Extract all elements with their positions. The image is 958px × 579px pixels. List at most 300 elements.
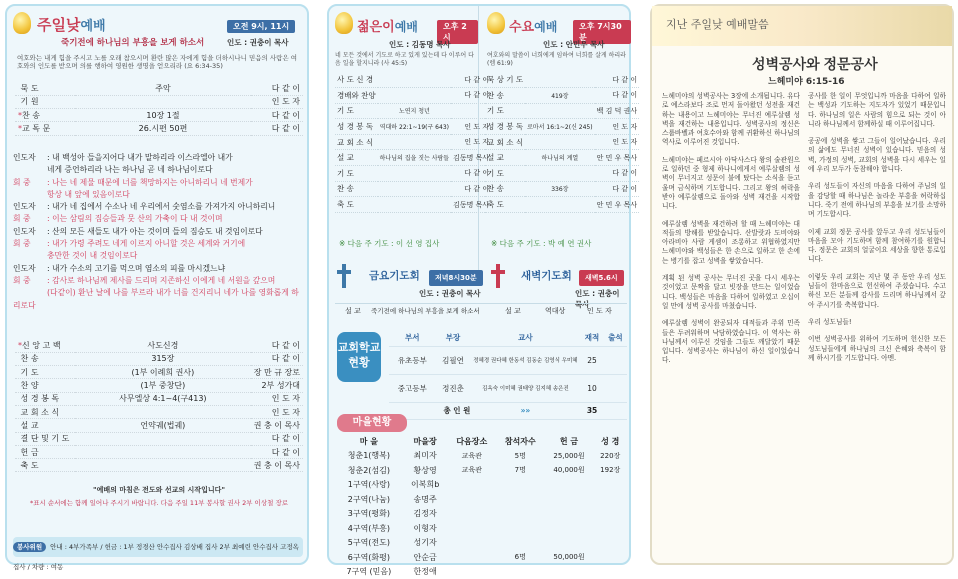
order-item: 헌 금 [15, 445, 75, 458]
friday-sermon: 죽기전에 하나님의 부흥을 보게 하소서 [371, 304, 480, 318]
village-cell [448, 478, 496, 493]
youth-note: ※ 다음 주 기도 : 이 선 영 집사 [339, 238, 439, 249]
order-item: 성 경 봉 독 [15, 392, 75, 405]
order-leader: 인 도 자 [595, 134, 640, 150]
village-row [335, 521, 627, 536]
reading-line: 인도자 : 내가 수소의 고기를 먹으며 염소의 피를 마시겠느냐 [13, 263, 303, 275]
order-row [335, 88, 491, 104]
order-leader: 다 같 이 [451, 88, 491, 104]
school-cell: 정혜경 권다혜 한동석 김동순 김영식 우미혜 [470, 346, 580, 374]
order-row [15, 109, 303, 122]
school-cell: 정진춘 [436, 374, 471, 402]
dawn-time: 새벽5.6시 [579, 270, 624, 286]
sermon-paragraph: 우리 성도들이 자신의 마음을 다하여 주님의 일을 감당할 때 하나님은 놀라운 부흥을 허락하십니다. 죽기 전에 하나님의 부흥을 보기를 소망하며 기도합시다. [808, 182, 946, 219]
order-content: 사도신경 [75, 339, 251, 352]
order-leader: 다 같 이 [251, 432, 303, 445]
order-row [15, 379, 303, 392]
order-leader: 다 같 이 [251, 339, 303, 352]
order-leader: 다 같 이 [251, 122, 303, 135]
village-cell: 4구역(부흥) [335, 521, 403, 536]
school-row [389, 346, 627, 374]
order-leader: 다 같 이 [595, 72, 640, 88]
village-cell [593, 478, 627, 493]
village-cell: 송명주 [403, 492, 448, 507]
order-leader: 다 같 이 [251, 445, 303, 458]
order-content [525, 197, 594, 213]
order-leader: 김동명 목사 [451, 150, 491, 166]
school-head [389, 329, 627, 346]
services-panel [327, 4, 631, 565]
reading-line: 네게 증언하리라 나는 하나님 곧 네 하나님이로다 [13, 164, 303, 176]
village-cell [448, 565, 496, 579]
order-leader: 장 만 규 장로 [251, 366, 303, 379]
sermon-reference: 느헤미야 6:15-16 [768, 74, 845, 87]
school-label: 교회학교 현황 [337, 332, 381, 382]
order-item: 찬 송 [485, 181, 525, 197]
order-leader: 인 도 자 [251, 95, 303, 108]
order-content: 노연지 청년 [378, 103, 451, 119]
friday-time: 저녁8시30분 [429, 270, 483, 286]
school-total: 35 [580, 402, 603, 419]
village-cell: 3구역(평화) [335, 507, 403, 522]
village-cell: 2구역(나눔) [335, 492, 403, 507]
school-head-cell: 교사 [470, 329, 580, 346]
order-row [15, 352, 303, 365]
order-leader: 다 같 이 [251, 82, 303, 95]
village-head-cell: 헌 금 [545, 434, 594, 449]
youth-preacher: 인도 : 김동명 목사 [389, 39, 451, 50]
order-content [378, 88, 451, 104]
order-content [525, 166, 594, 182]
order-row [335, 119, 491, 135]
prayer-meetings-row [335, 303, 627, 317]
order-row [485, 119, 639, 135]
order-leader: 다 같 이 [595, 88, 640, 104]
sermon-paragraph: 이렇듯 우리 교회는 지난 몇 주 동안 우리 성도님들이 한마음으로 헌신하여 주셨습니다. 수고하신 모든 분들께 감사를 드리며 하나님께서 갚아 주시기를 축복합니다. [808, 273, 946, 310]
school-cell: 김옥숙 이미혜 권태양 김지혜 송은진 [470, 374, 580, 402]
order-content [75, 445, 251, 458]
order-item: 묵 도 [15, 82, 75, 95]
reading-line: 인도자 : 내가 네 집에서 수소나 네 우리에서 숫염소를 가져가지 아니하리니 [13, 201, 303, 213]
school-table [389, 329, 627, 420]
sermon-paragraph: 이번 성벽공사를 위하여 기도하며 헌신한 모든 성도님들에게 하나님의 크신 은혜와 축복이 함께 하시기를 기도합니다. 아멘. [808, 335, 946, 363]
school-cell [604, 346, 627, 374]
service-committee [13, 537, 303, 557]
order-row [15, 405, 303, 418]
order-item: 교 회 소 식 [335, 134, 378, 150]
order-content [75, 459, 251, 472]
order-row [335, 181, 491, 197]
order-leader: 다 같 이 [595, 166, 640, 182]
sermon-header: 지난 주일낮 예배말씀 [666, 16, 769, 32]
sermon-paragraph: 계획 된 성벽 공사는 무너진 곳을 다시 세우는 것이었고 문짝을 달고 빗장을 만드는 일이었습니다. 백성들은 마음을 다하여 일하였고 오십이 일 만에 성벽 공사를 마쳤습니다. [662, 274, 800, 311]
village-cell [448, 550, 496, 565]
village-cell: 192장 [593, 463, 627, 478]
dawn-sermon-label: 설 교 [505, 304, 521, 318]
order-content [525, 72, 594, 88]
order-row [15, 122, 303, 135]
village-cell: 5구역(전도) [335, 536, 403, 551]
order-row [485, 166, 639, 182]
village-cell [496, 521, 544, 536]
village-cell [545, 507, 594, 522]
order-leader: 2부 성가대 [251, 379, 303, 392]
order-item: 찬 양 [15, 379, 75, 392]
village-cell: 220장 [593, 449, 627, 464]
order-item: 경배와 찬양 [335, 88, 378, 104]
order-row [335, 103, 491, 119]
order-item: 축 도 [485, 197, 525, 213]
village-cell [545, 478, 594, 493]
order-leader: 안 민 우 목사 [595, 197, 640, 213]
village-cell: 7명 [496, 463, 544, 478]
village-cell: 최미자 [403, 449, 448, 464]
order-row [15, 445, 303, 458]
order-item: 성 경 봉 독 [485, 119, 525, 135]
sermon-paragraph: 느헤미야는 페르시아 아닥사스다 왕의 술관원으로 일하던 중 형제 하나니에게서 예루살렘의 성벽이 무너지고 성문이 불에 탔다는 소식을 듣고 울며 금식하며 기도합니다. 그리고 왕의 허락을 받아 예루살렘으로 돌아와 성벽 재건을 시작합니다. [662, 156, 800, 212]
youth-title: 젊은이예배 [357, 16, 418, 35]
order-content: (1부 이례희 권사) [75, 366, 251, 379]
village-row [335, 507, 627, 522]
dawn-by: 인 도 자 [587, 304, 612, 318]
village-cell [545, 565, 594, 579]
order-row [485, 72, 639, 88]
order-leader: 다 같 이 [451, 181, 491, 197]
order-leader: 권 충 이 목사 [251, 459, 303, 472]
sunday-verse: 여호와는 내게 힘을 주시고 노를 오래 참으시며 환란 많은 자에게 힘을 더하시나니 믿음의 사람은 여호와의 인도를 받으며 의를 행하여 영원한 생명을 얻으리라 (요 6:34-35) [17, 54, 302, 70]
order-item: 찬 송 [15, 352, 75, 365]
sunday-subtitle: 죽기전에 하나님의 부흥을 보게 하소서 [61, 36, 204, 48]
village-cell [593, 507, 627, 522]
order-row [485, 103, 639, 119]
village-cell [448, 507, 496, 522]
school-cell: 중고등부 [389, 374, 436, 402]
order-row [485, 88, 639, 104]
village-cell: 6명 [496, 550, 544, 565]
school-cell: 10 [580, 374, 603, 402]
order-row [335, 72, 491, 88]
order-item: 축 도 [335, 197, 378, 213]
order-leader: 다 같 이 [451, 166, 491, 182]
village-cell: 한정애 [403, 565, 448, 579]
order-leader: 인 도 자 [595, 119, 640, 135]
youth-order-table [335, 72, 491, 213]
order-leader: 다 같 이 [595, 181, 640, 197]
sermon-paragraph: 공공에 성벽을 쌓고 그들이 일어났습니다. 우리의 삶에도 무너진 성벽이 있습니다. 믿음의 성벽, 가정의 성벽, 교회의 성벽을 다시 세우는 일에 우리 모두가 동참해야 합니다. [808, 137, 946, 174]
order-row [485, 134, 639, 150]
village-head [335, 434, 627, 449]
order-leader: 김동명 목사 [451, 197, 491, 213]
village-cell [448, 521, 496, 536]
village-head-cell: 마 을 [335, 434, 403, 449]
order-row [485, 181, 639, 197]
village-cell [496, 478, 544, 493]
order-content: (1부 중창단) [75, 379, 251, 392]
school-cell: 김필연 [436, 346, 471, 374]
school-cell: 25 [580, 346, 603, 374]
village-cell [496, 492, 544, 507]
school-head-cell: 재적 [580, 329, 603, 346]
reading-line: 회 중 : 감사로 하나님께 제사를 드리며 지존하신 이에게 네 서원을 갚으며 [13, 275, 303, 287]
village-cell: 김정자 [403, 507, 448, 522]
lamp-icon [13, 12, 31, 34]
order-item: 기 도 [485, 103, 525, 119]
motto: "예배의 마침은 전도와 선교의 시작입니다" [13, 485, 305, 495]
village-cell [496, 507, 544, 522]
sunday-preacher: 인도 : 권충이 목사 [227, 37, 289, 48]
standing-note: *표시 순서에는 함께 일어나 주시기 바랍니다. 다음 주일 11부 봉사할 권사 2부 이상철 장로 [13, 498, 305, 507]
order-item: 사 도 신 경 [335, 72, 378, 88]
dawn-preacher: 인도 : 권충이 목사 [575, 288, 629, 310]
order-leader: 다 같 이 [451, 72, 491, 88]
sunday-header [7, 6, 307, 50]
order-content [525, 103, 594, 119]
village-cell: 이복희b [403, 478, 448, 493]
friday-sermon-label: 설 교 [345, 304, 361, 318]
sermon-panel [650, 4, 954, 565]
youth-verse: 네 모든 것에서 기도로 하고 있게 있는데 다 이루어 다음 일을 할지니라 (사 45:5) [335, 52, 475, 68]
order-row [15, 432, 303, 445]
cross-icon [337, 264, 351, 288]
village-head-cell: 참석자수 [496, 434, 544, 449]
cross-icon [491, 264, 505, 288]
school-cell [604, 374, 627, 402]
village-row [335, 536, 627, 551]
reading-line: (다같이) 환난 날에 나를 부르라 내가 너를 건지리니 네가 나를 영화롭게 하리로다 [13, 287, 303, 312]
order-row [335, 150, 491, 166]
dawn-title: 새벽기도회 [521, 268, 572, 283]
village-cell [448, 536, 496, 551]
order-row [15, 366, 303, 379]
friday-title: 금요기도회 [369, 268, 420, 283]
order-item: 찬 송 [335, 181, 378, 197]
village-table [335, 434, 627, 579]
order-content [378, 134, 451, 150]
sermon-paragraph: 이제 교회 정문 공사를 앞두고 우리 성도님들이 마음을 모아 기도하며 함께 참여하기를 원합니다. 정문은 교회의 얼굴이요 세상을 향한 통로입니다. [808, 228, 946, 265]
school-cell: 유초등부 [389, 346, 436, 374]
village-cell [593, 565, 627, 579]
village-cell [496, 565, 544, 579]
village-cell [593, 536, 627, 551]
village-cell: 6구역(화평) [335, 550, 403, 565]
order-item: 교 회 소 식 [485, 134, 525, 150]
reading-line: 충만한 것이 내 것임이로다 [13, 250, 303, 262]
order-row [335, 197, 491, 213]
village-cell: 5명 [496, 449, 544, 464]
order-row [485, 150, 639, 166]
reading-line: 회 중 : 이는 삼림의 짐승들과 뭇 산의 가축이 다 내 것이며 [13, 213, 303, 225]
order-item: 기 도 [335, 103, 378, 119]
order-row [15, 419, 303, 432]
sermon-paragraph: 예루살렘 성벽이 완공되자 대적들과 주위 민족들은 두려워하며 낙담하였습니다. 이 역사는 하나님께서 이루신 것임을 그들도 깨달았기 때문입니다. 성벽공사는 하나님이 하신 일이었습니다. [662, 319, 800, 365]
order-row [15, 339, 303, 352]
village-cell: 교육관 [448, 463, 496, 478]
wednesday-order-table [485, 72, 639, 213]
reading-line: 회 중 : 내가 가령 주려도 네게 이르지 아니할 것은 세계와 거기에 [13, 238, 303, 250]
village-cell [593, 521, 627, 536]
village-head-cell: 다음장소 [448, 434, 496, 449]
sermon-column-1 [662, 92, 800, 374]
wednesday-service [481, 6, 631, 276]
order-item: 묵 상 기 도 [485, 72, 525, 88]
reading-line: 인도자 : 산의 모든 새들도 내가 아는 것이며 들의 짐승도 내 것임이로다 [13, 226, 303, 238]
order-content [378, 197, 451, 213]
order-content: 336장 [525, 181, 594, 197]
village-label: 마을현황 [337, 414, 407, 432]
order-row [15, 82, 303, 95]
order-item: 찬 송 [485, 88, 525, 104]
sunday-order-table-2 [15, 339, 303, 472]
village-cell: 40,000원 [545, 463, 594, 478]
order-content [75, 432, 251, 445]
school-total-row [389, 402, 627, 419]
order-row [335, 134, 491, 150]
responsive-reading [13, 152, 303, 312]
village-head-cell: 성 경 [593, 434, 627, 449]
village-cell: 청춘1(행복) [335, 449, 403, 464]
sermon-column-2 [808, 92, 946, 371]
village-cell [448, 492, 496, 507]
order-content: 10장 1절 [75, 109, 251, 122]
village-cell [545, 521, 594, 536]
reading-line: 회 중 : 나는 네 제물 때문에 너를 책망하지는 아니하리니 네 번제가 [13, 177, 303, 189]
school-head-cell: 부장 [436, 329, 471, 346]
village-cell [593, 492, 627, 507]
sermon-paragraph: 느헤미야의 성벽공사는 3장에 소개됩니다. 유다로 예스라보다 조로 먼저 돌아왔던 성전을 재건하는 내용이고 느헤미야는 무너진 예루살렘 성벽을 재건하는 내용입니다. 성벽공사의 정신은 스룹바벨과 여호수아와 함께 귀환하신 하나님의 역사로 이루어진 것입니다. [662, 92, 800, 148]
order-content: 역대하 22:1~19(구 643) [378, 119, 451, 135]
wednesday-verse: 여호와의 말씀이 너희에게 임하여 너희를 살게 하리라 (렘 61:9) [487, 52, 627, 68]
village-cell: 교육관 [448, 449, 496, 464]
village-cell: 25,000원 [545, 449, 594, 464]
village-cell: 황상영 [403, 463, 448, 478]
order-content: 하나님의 집을 짓는 사람들 [378, 150, 451, 166]
order-content [378, 166, 451, 182]
order-content: 로마서 16:1~2(신 245) [525, 119, 594, 135]
village-cell: 50,000원 [545, 550, 594, 565]
order-content [75, 95, 251, 108]
order-content: 26.시편 50편 [75, 122, 251, 135]
village-row [335, 463, 627, 478]
order-leader: 다 같 이 [251, 109, 303, 122]
village-cell: 이형자 [403, 521, 448, 536]
village-row [335, 478, 627, 493]
sunday-time-badge: 오전 9시, 11시 [227, 20, 295, 33]
village-cell [545, 536, 594, 551]
school-total-label: 총 인 원 [389, 402, 470, 419]
order-content: 315장 [75, 352, 251, 365]
wednesday-preacher: 인도 : 안민우 목사 [543, 39, 605, 50]
sunday-title: 주일낮예배 [37, 14, 106, 35]
village-row [335, 492, 627, 507]
reading-line: 인도자 : 내 백성아 들을지어다 내가 말하리라 이스라엘아 내가 [13, 152, 303, 164]
village-cell: 7구역 (믿음) [335, 565, 403, 579]
order-content: 하나님의 계열 [525, 150, 594, 166]
sermon-title: 성벽공사와 정문공사 [752, 54, 878, 74]
lamp-icon [487, 12, 505, 34]
order-content [378, 181, 451, 197]
service-text: 안내 : 4부가족부 / 헌금 : 1부 정경산 안수집사 김상배 집사 2부 최예린 안수집사 고정옥 집사 / 차량 : 여동 [13, 543, 299, 571]
order-leader: 인 도 자 [451, 134, 491, 150]
order-row [15, 392, 303, 405]
sermon-paragraph: 공사를 한 일이 무엇입니까 마음을 다하여 일하는 백성과 기도하는 지도자가 있었기 때문입니다. 하나님의 일은 사람의 힘으로 되는 것이 아니라 하나님께서 함께하실 때 이루어집니다. [808, 92, 946, 129]
village-cell [496, 536, 544, 551]
order-item: *신 앙 고 백 [15, 339, 75, 352]
youth-service [329, 6, 479, 276]
school-row [389, 374, 627, 402]
order-leader: 인 도 자 [251, 392, 303, 405]
village-row [335, 565, 627, 579]
order-content [75, 405, 251, 418]
school-head-cell: 부서 [389, 329, 436, 346]
order-leader: 백 김 덕 권사 [595, 103, 640, 119]
order-item: 설 교 [335, 150, 378, 166]
wednesday-time: 오후 7시30분 [573, 20, 631, 44]
sunday-service-panel [5, 4, 309, 565]
school-total-arrow: »» [470, 402, 580, 419]
order-content [378, 72, 451, 88]
village-row [335, 449, 627, 464]
order-row [15, 459, 303, 472]
order-content: 사무엘상 4:1~4(구413) [75, 392, 251, 405]
village-row [335, 550, 627, 565]
village-cell: 성기자 [403, 536, 448, 551]
village-cell: 청춘2(섬김) [335, 463, 403, 478]
village-cell [545, 492, 594, 507]
village-cell [593, 550, 627, 565]
order-row [15, 95, 303, 108]
order-leader: 안 민 우 목사 [595, 150, 640, 166]
reading-line: 항상 내 앞에 있음이로다 [13, 189, 303, 201]
order-item: 축 도 [15, 459, 75, 472]
order-content: 언약궤(법궤) [75, 419, 251, 432]
order-leader: 인 도 자 [251, 405, 303, 418]
lamp-icon [335, 12, 353, 34]
wednesday-title: 수요예배 [509, 16, 557, 35]
order-item: 설 교 [485, 150, 525, 166]
order-item: 기 도 [15, 366, 75, 379]
sunday-order-table [15, 82, 303, 136]
order-leader: 다 같 이 [251, 352, 303, 365]
order-item: *교 독 문 [15, 122, 75, 135]
order-item: 기 도 [335, 166, 378, 182]
order-item: 기 도 [485, 166, 525, 182]
order-content: 419장 [525, 88, 594, 104]
order-item: 교 회 소 식 [15, 405, 75, 418]
order-item: 설 교 [15, 419, 75, 432]
village-cell: 1구역(사랑) [335, 478, 403, 493]
village-head-cell: 마을장 [403, 434, 448, 449]
order-leader: 인 도 자 [451, 119, 491, 135]
service-label: 봉사위원 [13, 542, 46, 552]
wednesday-note: ※ 다음 주 기도 : 박 예 연 권사 [491, 238, 591, 249]
order-row [335, 166, 491, 182]
order-item: 기 원 [15, 95, 75, 108]
order-leader: 권 충 이 목사 [251, 419, 303, 432]
school-head-cell: 출석 [604, 329, 627, 346]
sermon-paragraph: 우리 성도님들! [808, 318, 946, 327]
village-cell: 안순금 [403, 550, 448, 565]
order-content: 주악 [75, 82, 251, 95]
dawn-sermon: 역대상 [545, 304, 565, 318]
friday-preacher: 인도 : 권충이 목사 [419, 288, 481, 299]
youth-time: 오후 2시 [437, 20, 478, 44]
order-content [525, 134, 594, 150]
order-item: 결 단 및 기 도 [15, 432, 75, 445]
order-item: *찬 송 [15, 109, 75, 122]
sermon-paragraph: 예루살렘 성벽을 재건하려 할 때 느헤미야는 대적들의 방해를 받았습니다. 산발랏과 도비야와 아라비아 사람 게셈이 조롱하고 위협하였지만 느헤미야와 백성들은 한 손으로 일하고 한 손에는 병기를 잡고 성벽을 쌓았습니다. [662, 220, 800, 266]
order-item: 성 경 봉 독 [335, 119, 378, 135]
order-row [485, 197, 639, 213]
